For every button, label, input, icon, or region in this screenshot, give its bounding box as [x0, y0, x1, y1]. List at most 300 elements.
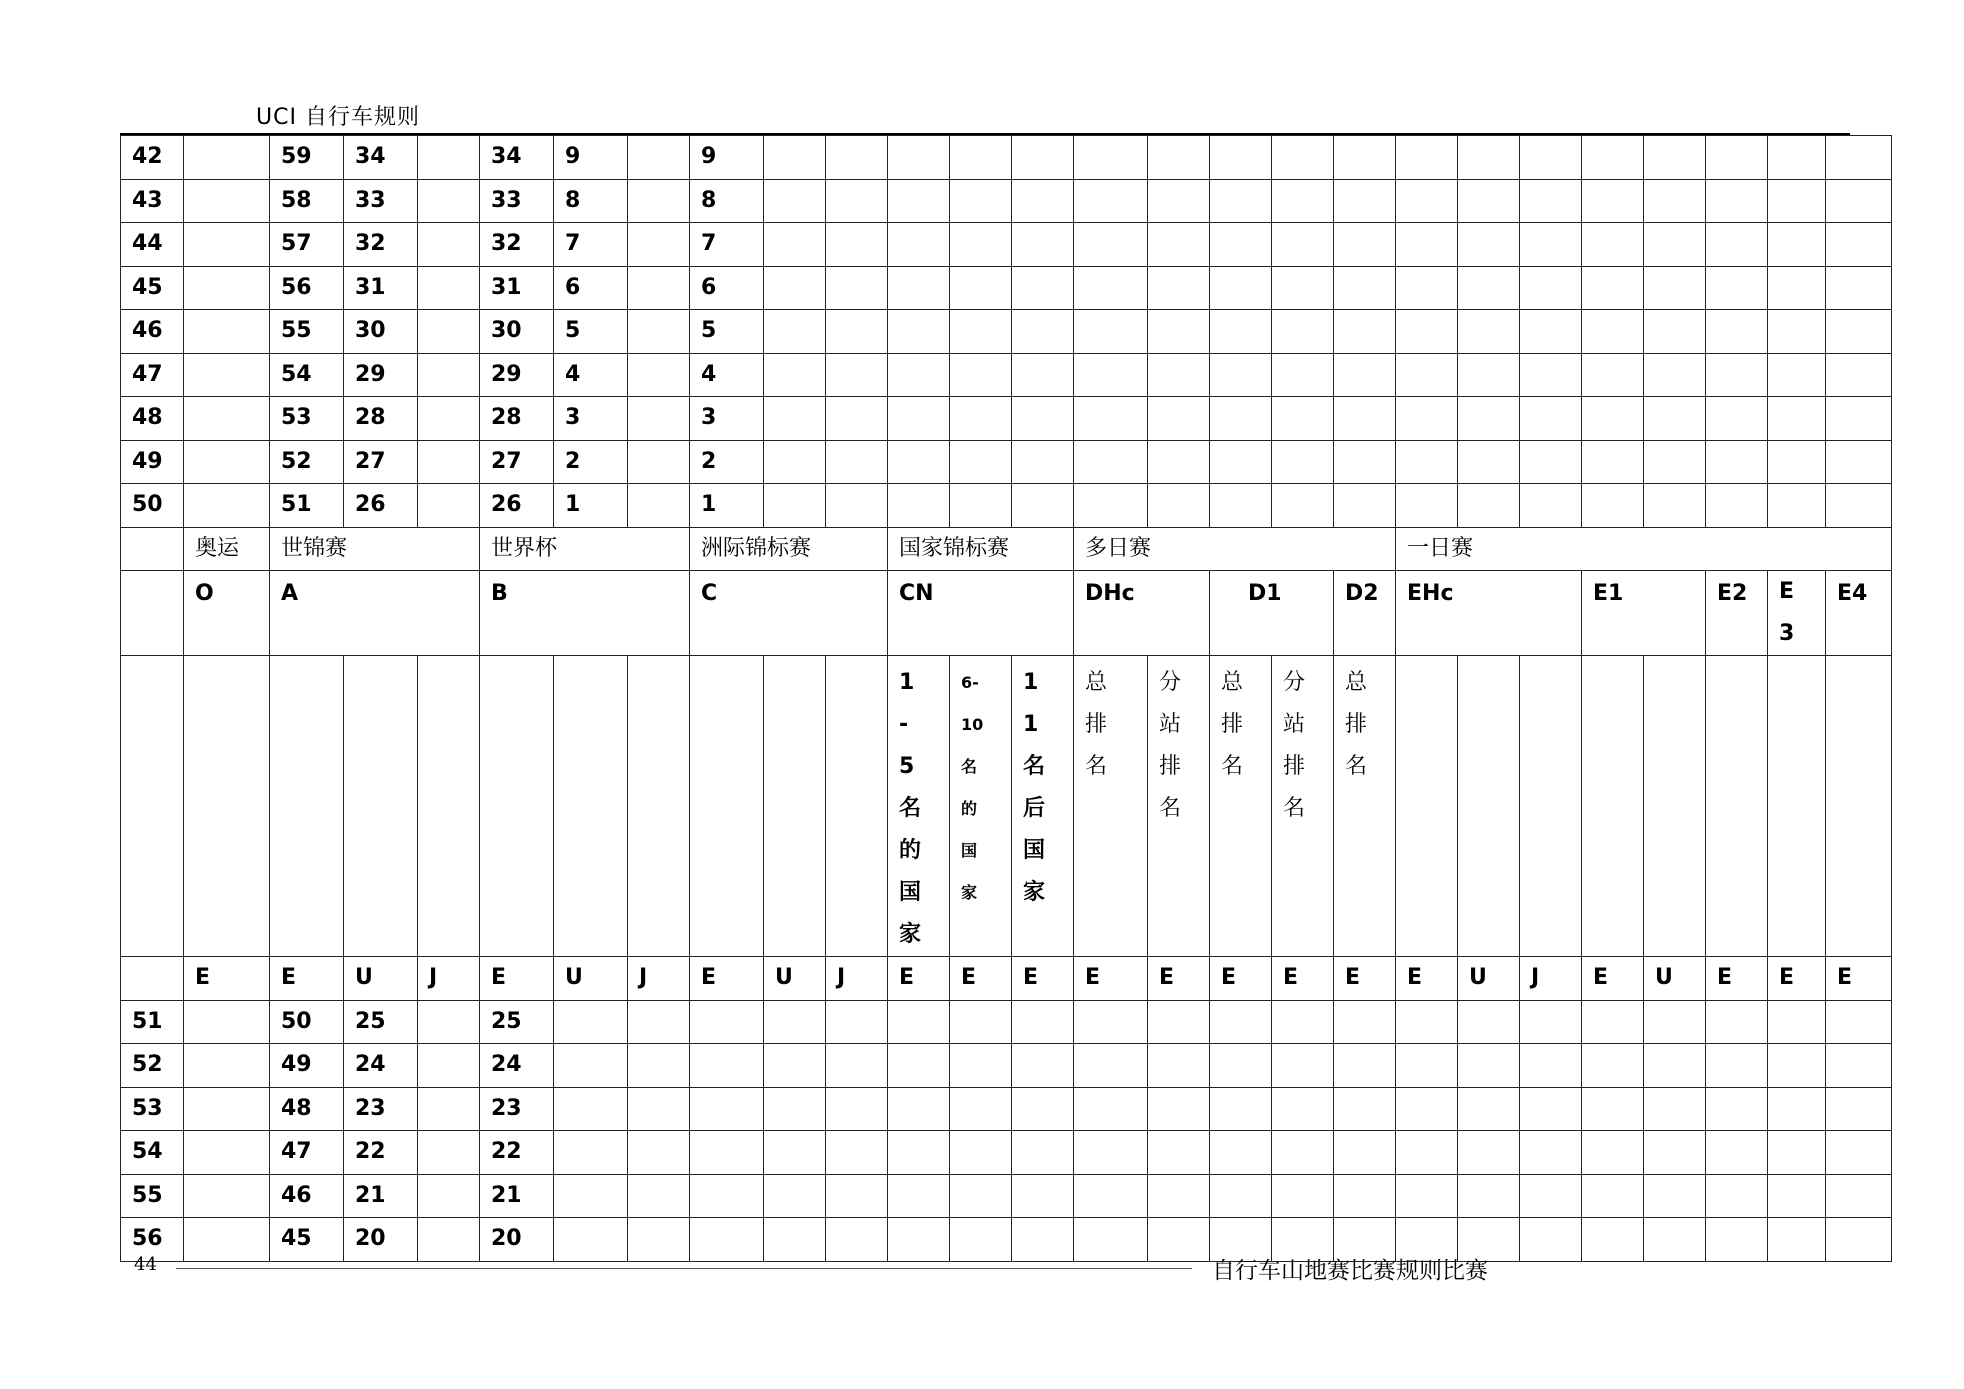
points-cell — [1272, 223, 1334, 267]
points-cell — [1012, 266, 1074, 310]
points-cell — [1644, 223, 1706, 267]
points-cell — [1148, 136, 1210, 180]
category-olympics: 奥运 — [184, 527, 270, 571]
points-cell: 49 — [270, 1044, 344, 1088]
points-cell — [1272, 397, 1334, 441]
points-cell — [1706, 1131, 1768, 1175]
points-cell: 30 — [344, 310, 418, 354]
desc-blank — [344, 656, 418, 957]
points-cell: 29 — [344, 353, 418, 397]
points-cell — [1396, 1131, 1458, 1175]
points-cell — [1210, 179, 1272, 223]
points-cell — [950, 1087, 1012, 1131]
points-cell — [888, 1218, 950, 1262]
points-cell — [1210, 1044, 1272, 1088]
points-table — [120, 135, 1892, 1262]
points-cell — [1768, 1218, 1826, 1262]
points-cell — [950, 1044, 1012, 1088]
points-cell: 24 — [344, 1044, 418, 1088]
code-c: C — [690, 571, 888, 656]
points-cell — [950, 223, 1012, 267]
points-cell — [1272, 1044, 1334, 1088]
rank-cell: 47 — [121, 353, 184, 397]
points-cell — [1768, 266, 1826, 310]
points-cell — [690, 1087, 764, 1131]
points-cell — [1396, 179, 1458, 223]
points-cell — [628, 1000, 690, 1044]
category-header — [121, 527, 1892, 1000]
points-cell — [1644, 266, 1706, 310]
points-cell — [1706, 1087, 1768, 1131]
points-cell — [826, 266, 888, 310]
points-cell: 29 — [480, 353, 554, 397]
points-cell — [1148, 1131, 1210, 1175]
points-cell — [184, 223, 270, 267]
points-cell: 32 — [344, 223, 418, 267]
points-cell — [1644, 1044, 1706, 1088]
letter-cell: J — [826, 957, 888, 1001]
points-cell — [1826, 266, 1892, 310]
points-cell — [826, 1174, 888, 1218]
desc-d1-overall — [1210, 656, 1272, 957]
points-cell — [418, 1087, 480, 1131]
points-cell — [888, 1087, 950, 1131]
points-cell: 33 — [344, 179, 418, 223]
points-cell — [1458, 1174, 1520, 1218]
points-cell — [950, 266, 1012, 310]
points-cell — [184, 440, 270, 484]
points-cell — [1396, 397, 1458, 441]
points-cell: 5 — [690, 310, 764, 354]
points-cell: 50 — [270, 1000, 344, 1044]
points-cell — [1826, 1000, 1892, 1044]
points-cell — [1148, 440, 1210, 484]
points-cell — [826, 1000, 888, 1044]
rank-cell: 49 — [121, 440, 184, 484]
points-cell — [1334, 136, 1396, 180]
points-cell — [1074, 223, 1148, 267]
points-cell — [418, 136, 480, 180]
points-cell — [1826, 484, 1892, 528]
points-cell — [418, 310, 480, 354]
points-cell — [1582, 440, 1644, 484]
points-cell — [826, 310, 888, 354]
points-cell — [1520, 353, 1582, 397]
points-cell — [1582, 223, 1644, 267]
category-world-cup: 世界杯 — [480, 527, 690, 571]
letter-cell: E — [1334, 957, 1396, 1001]
points-cell — [950, 1131, 1012, 1175]
points-cell — [888, 1174, 950, 1218]
table-row — [121, 1044, 1892, 1088]
points-cell: 54 — [270, 353, 344, 397]
table-row — [121, 1087, 1892, 1131]
points-cell — [764, 1131, 826, 1175]
points-cell — [1148, 484, 1210, 528]
points-cell — [1458, 179, 1520, 223]
page-header-title: UCI 自行车规则 — [256, 105, 420, 130]
points-cell — [1644, 1174, 1706, 1218]
points-cell — [1826, 353, 1892, 397]
points-cell — [1074, 440, 1148, 484]
points-cell — [1210, 484, 1272, 528]
points-cell: 27 — [480, 440, 554, 484]
desc-blank — [270, 656, 344, 957]
points-cell: 9 — [554, 136, 628, 180]
code-e4: E4 — [1826, 571, 1892, 656]
points-cell — [628, 1087, 690, 1131]
points-cell — [888, 266, 950, 310]
desc-blank — [1520, 656, 1582, 957]
points-cell: 22 — [344, 1131, 418, 1175]
points-cell — [826, 179, 888, 223]
points-cell — [1582, 310, 1644, 354]
table-row — [121, 1174, 1892, 1218]
points-cell — [1768, 1174, 1826, 1218]
desc-cn-11plus — [1012, 656, 1074, 957]
points-cell — [1458, 1087, 1520, 1131]
desc-d1-overall-text: 总排名 — [1221, 670, 1244, 779]
letter-cell: E — [1272, 957, 1334, 1001]
table-row — [121, 136, 1892, 180]
category-stage-races: 多日赛 — [1074, 527, 1396, 571]
points-cell — [950, 310, 1012, 354]
points-cell — [1272, 136, 1334, 180]
points-cell — [1334, 484, 1396, 528]
points-cell — [888, 1131, 950, 1175]
points-cell — [1396, 353, 1458, 397]
code-d1: D1 — [1210, 571, 1334, 656]
points-cell — [764, 1218, 826, 1262]
points-cell — [184, 353, 270, 397]
rank-cell: 55 — [121, 1174, 184, 1218]
points-cell: 33 — [480, 179, 554, 223]
points-cell: 25 — [344, 1000, 418, 1044]
desc-blank — [1826, 656, 1892, 957]
table-row — [121, 1218, 1892, 1262]
points-cell — [418, 1131, 480, 1175]
points-cell: 59 — [270, 136, 344, 180]
points-cell: 58 — [270, 179, 344, 223]
points-cell — [1272, 484, 1334, 528]
points-cell — [1706, 1174, 1768, 1218]
desc-cn-6-10-text: 6-10名的国家 — [961, 673, 984, 902]
points-cell: 32 — [480, 223, 554, 267]
points-cell — [1582, 266, 1644, 310]
points-cell — [1012, 484, 1074, 528]
points-cell: 28 — [344, 397, 418, 441]
points-cell — [1768, 353, 1826, 397]
points-cell — [1210, 136, 1272, 180]
points-cell — [1644, 484, 1706, 528]
points-cell — [888, 440, 950, 484]
points-cell — [1012, 1174, 1074, 1218]
points-cell — [1272, 1087, 1334, 1131]
letter-cell: E — [184, 957, 270, 1001]
points-cell — [554, 1174, 628, 1218]
points-cell — [1210, 353, 1272, 397]
letter-cell: E — [1210, 957, 1272, 1001]
points-cell — [418, 1044, 480, 1088]
points-cell — [1826, 1131, 1892, 1175]
points-cell — [1012, 397, 1074, 441]
points-cell — [764, 223, 826, 267]
points-cell — [1272, 1131, 1334, 1175]
points-cell: 23 — [480, 1087, 554, 1131]
points-cell — [1272, 179, 1334, 223]
letter-cell: E — [1582, 957, 1644, 1001]
points-cell: 52 — [270, 440, 344, 484]
points-cell: 45 — [270, 1218, 344, 1262]
points-cell — [1826, 397, 1892, 441]
points-cell — [1520, 1044, 1582, 1088]
points-cell — [764, 266, 826, 310]
points-cell — [1272, 440, 1334, 484]
points-cell — [826, 1131, 888, 1175]
points-cell: 26 — [480, 484, 554, 528]
points-cell — [1148, 1000, 1210, 1044]
points-cell — [826, 223, 888, 267]
points-cell — [1074, 1218, 1148, 1262]
points-cell — [1706, 1218, 1768, 1262]
points-cell — [826, 353, 888, 397]
points-cell — [1396, 310, 1458, 354]
table-row — [121, 266, 1892, 310]
points-cell: 2 — [554, 440, 628, 484]
letter-cell: E — [950, 957, 1012, 1001]
points-cell — [1582, 484, 1644, 528]
desc-blank — [418, 656, 480, 957]
points-cell — [690, 1174, 764, 1218]
points-cell — [1074, 1087, 1148, 1131]
points-cell — [1012, 310, 1074, 354]
points-cell — [628, 353, 690, 397]
points-cell — [184, 179, 270, 223]
rank-cell: 44 — [121, 223, 184, 267]
points-cell — [888, 136, 950, 180]
points-cell — [1768, 310, 1826, 354]
points-cell — [950, 484, 1012, 528]
points-cell — [1520, 1131, 1582, 1175]
desc-blank — [184, 656, 270, 957]
points-cell — [1582, 1218, 1644, 1262]
points-cell — [1012, 223, 1074, 267]
points-cell — [1458, 266, 1520, 310]
desc-blank — [1706, 656, 1768, 957]
points-cell — [1768, 1087, 1826, 1131]
points-cell: 6 — [554, 266, 628, 310]
points-cell — [764, 1000, 826, 1044]
points-cell — [1396, 266, 1458, 310]
points-cell — [184, 1087, 270, 1131]
desc-cn-6-10 — [950, 656, 1012, 957]
points-cell: 3 — [554, 397, 628, 441]
points-cell — [1706, 484, 1768, 528]
letter-cell: E — [1396, 957, 1458, 1001]
points-cell — [1520, 440, 1582, 484]
points-cell — [1644, 440, 1706, 484]
points-cell: 48 — [270, 1087, 344, 1131]
desc-blank — [1644, 656, 1706, 957]
points-cell — [690, 1000, 764, 1044]
points-cell — [184, 1000, 270, 1044]
points-cell: 25 — [480, 1000, 554, 1044]
points-cell — [1582, 1000, 1644, 1044]
points-cell — [690, 1131, 764, 1175]
points-cell — [1826, 223, 1892, 267]
points-cell — [1148, 266, 1210, 310]
points-cell — [1210, 266, 1272, 310]
desc-dhc-stage-text: 分站排名 — [1159, 670, 1182, 821]
points-cell — [950, 179, 1012, 223]
points-cell — [950, 353, 1012, 397]
desc-blank — [690, 656, 764, 957]
points-cell — [1334, 440, 1396, 484]
points-cell — [1826, 310, 1892, 354]
desc-dhc-overall-text: 总排名 — [1085, 670, 1108, 779]
points-cell — [1334, 266, 1396, 310]
points-cell — [888, 179, 950, 223]
points-cell — [1706, 353, 1768, 397]
points-cell — [1644, 353, 1706, 397]
points-cell — [418, 1000, 480, 1044]
points-cell — [1334, 397, 1396, 441]
points-cell: 3 — [690, 397, 764, 441]
points-cell: 7 — [554, 223, 628, 267]
points-cell — [1644, 397, 1706, 441]
rank-cell: 48 — [121, 397, 184, 441]
points-cell: 4 — [554, 353, 628, 397]
points-cell — [1272, 310, 1334, 354]
points-cell — [950, 1218, 1012, 1262]
rank-cell: 56 — [121, 1218, 184, 1262]
points-cell: 26 — [344, 484, 418, 528]
points-cell — [1768, 397, 1826, 441]
table-row — [121, 353, 1892, 397]
points-cell — [1706, 1044, 1768, 1088]
points-cell: 22 — [480, 1131, 554, 1175]
points-cell: 21 — [480, 1174, 554, 1218]
points-cell — [1644, 310, 1706, 354]
points-cell — [1012, 1044, 1074, 1088]
desc-d2-overall — [1334, 656, 1396, 957]
letter-cell: E — [888, 957, 950, 1001]
points-cell — [1334, 353, 1396, 397]
desc-blank — [1458, 656, 1520, 957]
points-cell: 47 — [270, 1131, 344, 1175]
points-cell — [1272, 1000, 1334, 1044]
points-cell — [1458, 136, 1520, 180]
letter-cell: E — [1768, 957, 1826, 1001]
points-cell — [628, 484, 690, 528]
points-cell — [184, 310, 270, 354]
desc-blank — [1582, 656, 1644, 957]
points-cell: 31 — [480, 266, 554, 310]
points-cell — [1582, 1131, 1644, 1175]
points-cell — [418, 484, 480, 528]
points-cell — [1074, 1131, 1148, 1175]
points-cell — [184, 1218, 270, 1262]
points-cell: 8 — [690, 179, 764, 223]
points-cell — [418, 223, 480, 267]
category-row — [121, 527, 1892, 571]
page-number: 44 — [134, 1254, 157, 1275]
points-cell — [628, 266, 690, 310]
rank-cell: 42 — [121, 136, 184, 180]
points-cell — [1074, 1174, 1148, 1218]
points-cell: 28 — [480, 397, 554, 441]
points-cell — [1706, 223, 1768, 267]
points-cell — [1396, 484, 1458, 528]
rank-cell: 43 — [121, 179, 184, 223]
points-cell — [826, 484, 888, 528]
points-cell — [826, 136, 888, 180]
points-cell — [554, 1044, 628, 1088]
points-cell — [1334, 1044, 1396, 1088]
points-cell — [1012, 1131, 1074, 1175]
points-cell — [554, 1218, 628, 1262]
points-cell — [1012, 1000, 1074, 1044]
points-cell — [1706, 397, 1768, 441]
points-cell — [826, 1044, 888, 1088]
points-cell — [1706, 266, 1768, 310]
points-cell — [1768, 223, 1826, 267]
points-cell — [950, 136, 1012, 180]
points-cell — [1148, 1087, 1210, 1131]
code-e2: E2 — [1706, 571, 1768, 656]
points-cell — [1706, 310, 1768, 354]
points-cell — [1458, 1131, 1520, 1175]
points-cell — [1074, 397, 1148, 441]
code-e3 — [1768, 571, 1826, 656]
points-cell — [1074, 1044, 1148, 1088]
points-cell — [1074, 266, 1148, 310]
points-cell — [690, 1218, 764, 1262]
points-cell — [1396, 440, 1458, 484]
points-cell — [1074, 353, 1148, 397]
points-cell — [554, 1087, 628, 1131]
rank-cell: 46 — [121, 310, 184, 354]
points-cell — [1768, 484, 1826, 528]
code-cn: CN — [888, 571, 1074, 656]
points-cell — [184, 1174, 270, 1218]
desc-blank — [554, 656, 628, 957]
points-cell — [888, 1000, 950, 1044]
letter-cell: U — [1644, 957, 1706, 1001]
points-cell — [1826, 1087, 1892, 1131]
points-cell — [764, 440, 826, 484]
points-cell — [418, 179, 480, 223]
points-cell — [1520, 1218, 1582, 1262]
letter-cell: E — [270, 957, 344, 1001]
points-cell — [1644, 179, 1706, 223]
points-cell — [1768, 1044, 1826, 1088]
rank-cell: 51 — [121, 1000, 184, 1044]
points-cell — [628, 310, 690, 354]
points-cell — [1074, 179, 1148, 223]
points-cell — [1706, 1000, 1768, 1044]
points-cell — [1012, 179, 1074, 223]
rank-cell: 53 — [121, 1087, 184, 1131]
points-cell: 4 — [690, 353, 764, 397]
points-cell — [1768, 1000, 1826, 1044]
lower-points-rows — [121, 1000, 1892, 1261]
code-b: B — [480, 571, 690, 656]
points-cell — [826, 1218, 888, 1262]
points-cell — [1012, 1087, 1074, 1131]
letter-cell: E — [1074, 957, 1148, 1001]
points-cell — [1644, 1087, 1706, 1131]
